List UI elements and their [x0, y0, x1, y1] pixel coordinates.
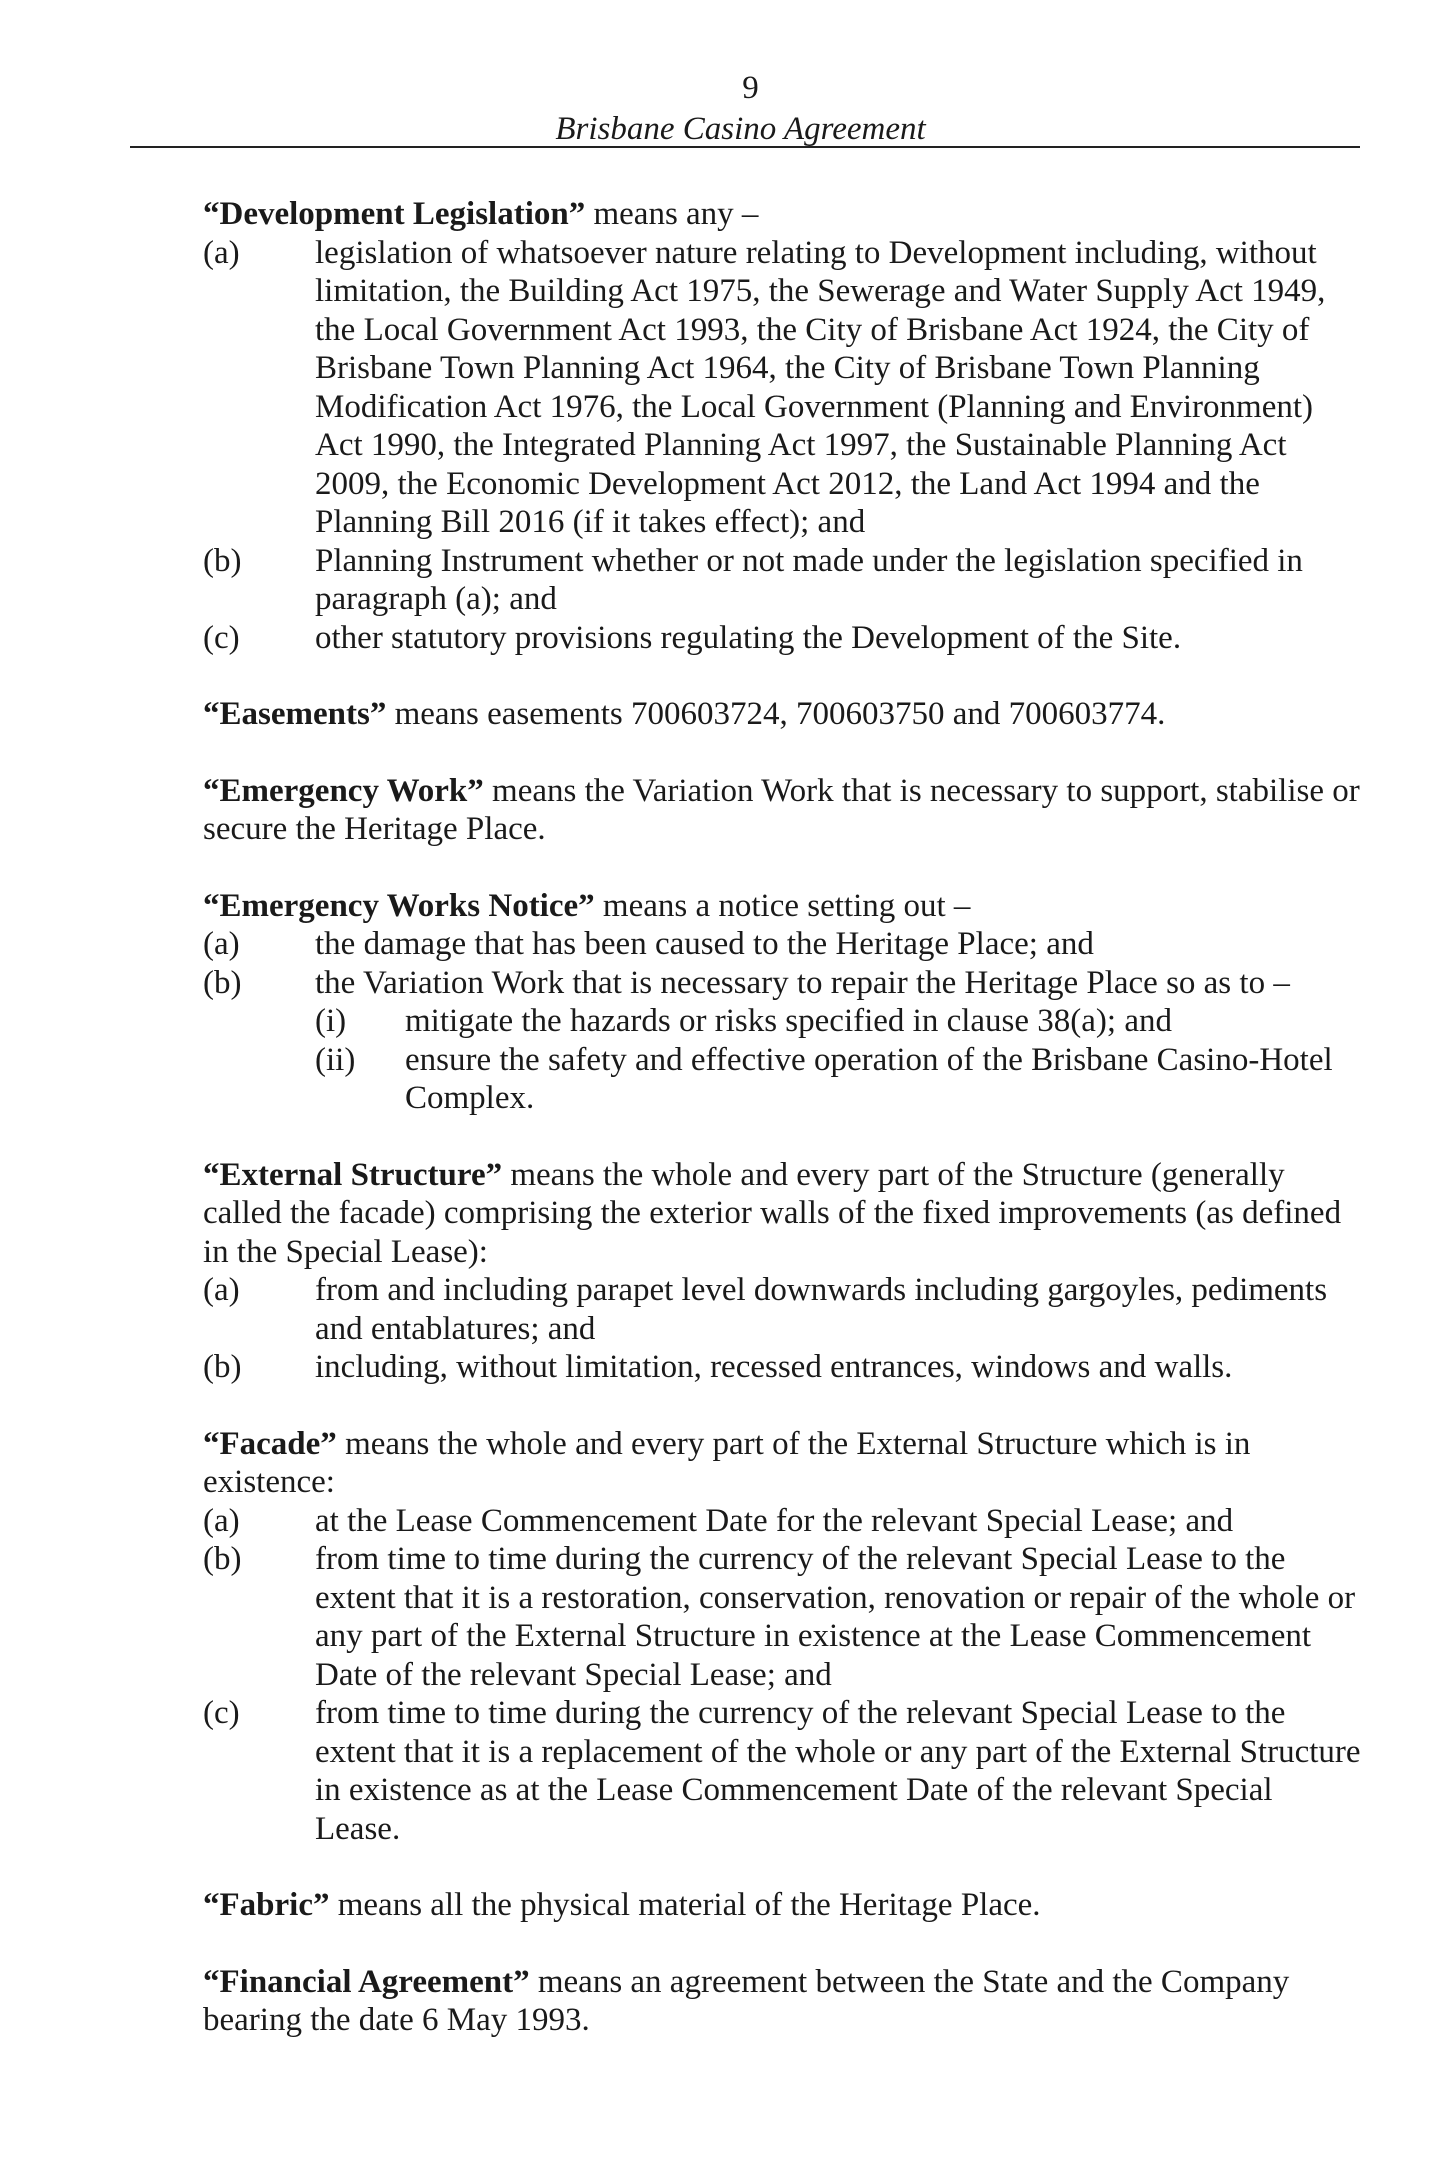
item-label: (b) [203, 964, 242, 1001]
definition-text: means an agreement between the State and the Company bearing the date 6 May 1993. [203, 1963, 1290, 2038]
item-text: from time to time during the currency of the relevant Special Lease to the extent that it is a restoration, conservation, renovation or repair of the whole or any part of the External Structure in existence at the Lease Commencement Date of the relevant Special Lease; and [315, 1541, 1356, 1693]
item-label: (a) [203, 234, 240, 271]
item-text: other statutory provisions regulating the Development of the Site. [315, 619, 1182, 656]
subitem-label: (ii) [315, 1041, 356, 1078]
item-label: (b) [203, 1349, 242, 1385]
item-text: legislation of whatsoever nature relating to Development including, without limitation, the Building Act 1975, the Sewerage and Water Supply Act 1949, the Local Government Act 1993, the City of Brisbane Act 1924, the City of Brisbane Town Planning Act 1964, the City of Brisbane Town Planning Modification Act 1976, the Local Government (Planning and Environment) Act 1990, the Integrated Planning Act 1997, the Sustainable Planning Act 2009, the Economic Development Act 2012, the Land Act 1994 and the Planning Bill 2016 (if it takes effect); and [315, 234, 1326, 540]
running-title: Brisbane Casino Agreement [555, 111, 926, 147]
item-text: at the Lease Commencement Date for the relevant Special Lease; and [315, 1502, 1234, 1539]
item-label: (b) [203, 1541, 242, 1577]
page-header [0, 68, 1453, 150]
definition-text: means any – [585, 196, 759, 232]
item-label: (b) [203, 542, 242, 579]
definition-text: means easements 700603724, 700603750 and 700603774. [386, 696, 1166, 732]
definition-text: means the whole and every part of the External Structure which is in existence: [203, 1425, 1251, 1500]
defined-term: “Financial Agreement” [203, 1963, 530, 2000]
subitem-text: ensure the safety and effective operation of the Brisbane Casino-Hotel Complex. [405, 1041, 1333, 1116]
item-text: from time to time during the currency of the relevant Special Lease to the extent that it is a replacement of the whole or any part of the External Structure in existence as at the Lease Commencement Date of the relevant Special Lease. [315, 1695, 1361, 1847]
definition-facade [203, 1425, 1363, 1849]
definition-subitem [203, 1002, 1363, 1041]
definition-item [203, 1502, 1363, 1541]
definition-heading [203, 195, 1363, 234]
page-number: 9 [742, 70, 759, 106]
defined-term: “Emergency Works Notice” [203, 887, 595, 924]
definition-item [203, 964, 1363, 1003]
definition-heading [203, 772, 1363, 849]
definition-heading [203, 695, 1363, 734]
definition-easements [203, 695, 1363, 734]
definition-emergency-works-notice [203, 887, 1363, 1118]
definition-external-structure [203, 1156, 1363, 1387]
definition-item [203, 234, 1363, 542]
definition-financial-agreement [203, 1963, 1363, 2040]
defined-term: “Facade” [203, 1425, 337, 1462]
definition-heading [203, 1886, 1363, 1925]
definition-item [203, 1348, 1363, 1387]
definition-development-legislation [203, 195, 1363, 657]
definition-fabric [203, 1886, 1363, 1925]
definition-emergency-work [203, 772, 1363, 849]
definition-heading [203, 1425, 1363, 1502]
subitem-text: mitigate the hazards or risks specified in clause 38(a); and [405, 1003, 1172, 1039]
item-label: (a) [203, 1272, 240, 1308]
item-text: from and including parapet level downwards including gargoyles, pediments and entablatures; and [315, 1272, 1328, 1347]
definition-text: means the Variation Work that is necessary to support, stabilise or secure the Heritage Place. [203, 772, 1360, 847]
definition-item [203, 1540, 1363, 1694]
item-label: (c) [203, 619, 240, 656]
item-label: (c) [203, 1695, 240, 1731]
definition-item [203, 542, 1363, 619]
definition-item [203, 925, 1363, 964]
subitem-label: (i) [315, 1003, 347, 1039]
definition-heading [203, 887, 1363, 926]
defined-term: “Easements” [203, 696, 387, 732]
definition-text: means the whole and every part of the Structure (generally called the facade) comprising the exterior walls of the fixed improvements (as defined in the Special Lease): [203, 1156, 1342, 1270]
defined-term: “External Structure” [203, 1156, 503, 1193]
defined-term: “Emergency Work” [203, 772, 484, 809]
defined-term: “Development Legislation” [203, 196, 586, 232]
defined-term: “Fabric” [203, 1887, 330, 1923]
item-text: including, without limitation, recessed entrances, windows and walls. [315, 1349, 1233, 1385]
document-body [203, 195, 1363, 2078]
definition-heading [203, 1963, 1363, 2040]
definition-heading [203, 1156, 1363, 1272]
definition-item [203, 619, 1363, 658]
item-text: the damage that has been caused to the Heritage Place; and [315, 926, 1094, 962]
definition-item [203, 1694, 1363, 1848]
item-text: Planning Instrument whether or not made under the legislation specified in paragraph (a); and [315, 542, 1303, 617]
item-text: the Variation Work that is necessary to repair the Heritage Place so as to – [315, 964, 1290, 1001]
definition-subitem [203, 1041, 1363, 1118]
header-rule [130, 146, 1360, 148]
item-label: (a) [203, 1502, 240, 1539]
definition-item [203, 1271, 1363, 1348]
definition-text: means a notice setting out – [594, 887, 971, 924]
definition-text: means all the physical material of the Heritage Place. [329, 1887, 1041, 1923]
item-label: (a) [203, 926, 240, 962]
